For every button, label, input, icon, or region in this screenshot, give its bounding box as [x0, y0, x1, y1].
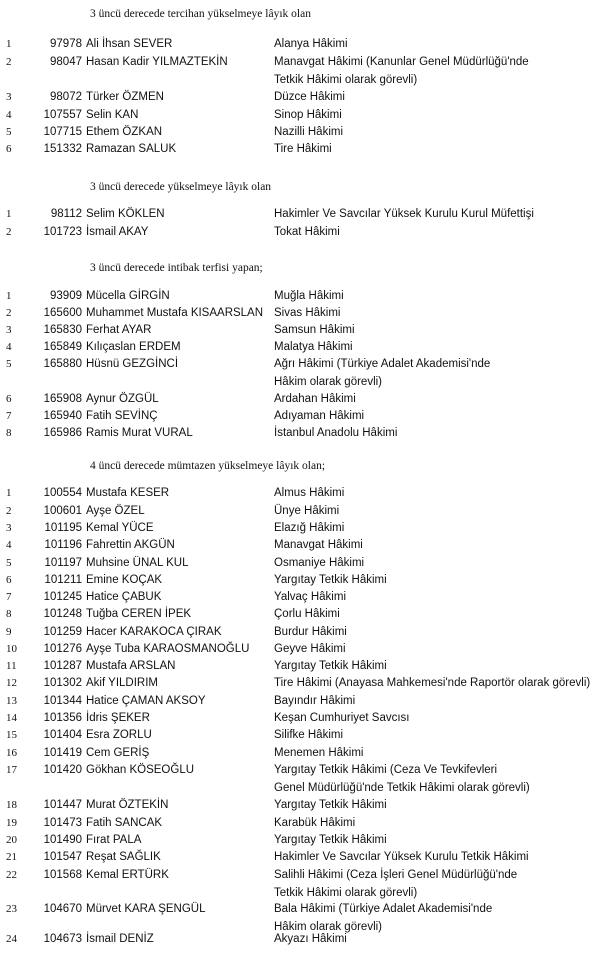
- position-line: Yargıtay Tetkik Hâkimi: [274, 574, 387, 586]
- section-heading: 3 üncü derecede yükselmeye lâyık olan: [90, 181, 272, 193]
- position-line: Tetkik Hâkimi olarak görevli): [274, 73, 418, 86]
- position-title: [274, 849, 600, 867]
- row-number: 2: [6, 505, 12, 517]
- row-number: 19: [6, 817, 17, 829]
- person-name: Selim KÖKLEN: [86, 208, 165, 220]
- registry-number: 165849: [43, 341, 82, 353]
- position-line: Tokat Hâkimi: [274, 226, 340, 238]
- row-number: 3: [6, 91, 12, 103]
- position-line: Hâkim olarak görevli): [274, 375, 383, 388]
- position-line: Hâkim olarak görevli): [274, 920, 383, 933]
- position-line: Sivas Hâkimi: [274, 307, 341, 319]
- position-line: Menemen Hâkimi: [274, 747, 364, 759]
- position-title: [274, 141, 600, 159]
- registry-number: 165986: [43, 427, 82, 439]
- position-title: [274, 107, 600, 125]
- person-name: Akif YILDIRIM: [86, 677, 158, 689]
- position-line: Hakimler Ve Savcılar Yüksek Kurulu Kurul Müfettişi: [274, 208, 534, 220]
- person-name: Fatih SANCAK: [86, 817, 163, 829]
- person-name: Hasan Kadir YILMAZTEKİN: [86, 56, 228, 68]
- person-name: Mücella GİRGİN: [86, 290, 170, 302]
- position-title: [274, 589, 600, 607]
- registry-number: 98112: [50, 208, 82, 220]
- position-line: İstanbul Anadolu Hâkimi: [274, 427, 398, 439]
- registry-number: 101420: [43, 764, 82, 776]
- person-name: Mürvet KARA ŞENGÜL: [86, 903, 206, 915]
- registry-number: 101419: [43, 747, 82, 759]
- registry-number: 98047: [50, 56, 82, 68]
- position-title: [274, 339, 600, 357]
- position-line: Yargıtay Tetkik Hâkimi (Ceza Ve Tevkifevleri: [274, 764, 498, 776]
- position-line: Hakimler Ve Savcılar Yüksek Kurulu Tetkik Hâkimi: [274, 851, 529, 863]
- row-number: 7: [6, 410, 12, 422]
- person-name: Murat ÖZTEKİN: [86, 799, 169, 811]
- person-name: Fatih SEVİNÇ: [86, 410, 158, 422]
- position-line: Nazilli Hâkimi: [274, 126, 344, 138]
- registry-number: 101197: [44, 557, 82, 569]
- position-line: Elazığ Hâkimi: [274, 522, 345, 534]
- person-name: Ayşe Tuba KARAOSMANOĞLU: [86, 643, 250, 655]
- registry-number: 101568: [43, 869, 82, 881]
- position-title: [274, 391, 600, 409]
- person-name: Ramis Murat VURAL: [86, 427, 193, 439]
- position-line: Ünye Hâkimi: [274, 505, 340, 517]
- position-line: Burdur Hâkimi: [274, 626, 347, 638]
- registry-number: 101473: [43, 817, 82, 829]
- position-title: [274, 832, 600, 850]
- row-number: 8: [6, 608, 12, 620]
- registry-number: 151332: [43, 143, 82, 155]
- registry-number: 101344: [43, 695, 82, 707]
- row-number: 16: [6, 747, 17, 759]
- registry-number: 101356: [43, 712, 82, 724]
- position-line: Çorlu Hâkimi: [274, 608, 340, 620]
- position-title: [274, 931, 600, 949]
- row-number: 1: [6, 38, 12, 50]
- position-line: Muğla Hâkimi: [274, 290, 344, 302]
- position-title: [274, 710, 600, 728]
- row-number: 1: [6, 290, 12, 302]
- row-number: 9: [6, 626, 12, 638]
- position-line: Ardahan Hâkimi: [274, 393, 356, 405]
- position-line: Sinop Hâkimi: [274, 109, 342, 121]
- position-title: [274, 124, 600, 142]
- person-name: Hüsnü GEZGİNCİ: [86, 358, 179, 370]
- registry-number: 101287: [43, 660, 82, 672]
- position-title: [274, 867, 600, 902]
- person-name: Selin KAN: [86, 109, 139, 121]
- position-line: Tire Hâkimi (Anayasa Mahkemesi'nde Raportör olarak görevli): [274, 677, 591, 689]
- position-title: [274, 537, 600, 555]
- registry-number: 101723: [43, 226, 82, 238]
- position-title: [274, 658, 600, 676]
- registry-number: 101547: [43, 851, 82, 863]
- registry-number: 100601: [43, 505, 82, 517]
- registry-number: 165600: [43, 307, 82, 319]
- position-title: [274, 745, 600, 763]
- row-number: 17: [6, 764, 17, 776]
- position-title: [274, 89, 600, 107]
- person-name: Esra ZORLU: [86, 729, 152, 741]
- row-number: 4: [6, 341, 12, 353]
- position-line: Tetkik Hâkimi olarak görevli): [274, 886, 418, 899]
- row-number: 23: [6, 903, 17, 915]
- position-line: Osmaniye Hâkimi: [274, 557, 365, 569]
- position-line: Manavgat Hâkimi (Kanunlar Genel Müdürlüğü'nde: [274, 56, 529, 68]
- position-title: [274, 356, 600, 391]
- person-name: Ethem ÖZKAN: [86, 126, 163, 138]
- row-number: 22: [6, 869, 17, 881]
- person-name: Gökhan KÖSEOĞLU: [86, 764, 195, 776]
- person-name: Mustafa KESER: [86, 487, 170, 499]
- person-name: Hacer KARAKOCA ÇIRAK: [86, 626, 222, 638]
- registry-number: 101302: [43, 677, 82, 689]
- registry-number: 98072: [50, 91, 82, 103]
- person-name: Mustafa ARSLAN: [86, 660, 176, 672]
- row-number: 6: [6, 574, 12, 586]
- row-number: 6: [6, 143, 12, 155]
- position-line: Yargıtay Tetkik Hâkimi: [274, 834, 387, 846]
- row-number: 5: [6, 126, 12, 138]
- position-title: [274, 797, 600, 815]
- position-title: [274, 641, 600, 659]
- position-title: [274, 54, 600, 89]
- position-line: Bala Hâkimi (Türkiye Adalet Akademisi'nde: [274, 903, 493, 915]
- registry-number: 101447: [43, 799, 82, 811]
- registry-number: 101245: [43, 591, 82, 603]
- row-number: 12: [6, 677, 17, 689]
- position-line: Akyazı Hâkimi: [274, 933, 347, 945]
- row-number: 18: [6, 799, 17, 811]
- row-number: 4: [6, 109, 12, 121]
- person-name: İsmail AKAY: [86, 226, 149, 238]
- registry-number: 97978: [50, 38, 82, 50]
- position-line: Yargıtay Tetkik Hâkimi: [274, 799, 387, 811]
- registry-number: 165940: [43, 410, 82, 422]
- row-number: 1: [6, 208, 12, 220]
- row-number: 2: [6, 56, 12, 68]
- row-number: 10: [6, 643, 17, 655]
- position-line: Manavgat Hâkimi: [274, 539, 363, 551]
- position-line: Samsun Hâkimi: [274, 324, 355, 336]
- position-line: Adıyaman Hâkimi: [274, 410, 365, 422]
- person-name: Hatice ÇABUK: [86, 591, 162, 603]
- registry-number: 101195: [44, 522, 82, 534]
- row-number: 8: [6, 427, 12, 439]
- position-title: [274, 815, 600, 833]
- person-name: Emine KOÇAK: [86, 574, 163, 586]
- row-number: 5: [6, 358, 12, 370]
- position-line: Almus Hâkimi: [274, 487, 345, 499]
- section-heading: 3 üncü derecede intibak terfisi yapan;: [90, 262, 263, 274]
- person-name: Türker ÖZMEN: [86, 91, 164, 103]
- position-title: [274, 322, 600, 340]
- row-number: 11: [6, 660, 17, 672]
- row-number: 2: [6, 226, 12, 238]
- row-number: 24: [6, 933, 17, 945]
- registry-number: 101490: [43, 834, 82, 846]
- position-line: Genel Müdürlüğü'nde Tetkik Hâkimi olarak görevli): [274, 781, 530, 794]
- position-title: [274, 572, 600, 590]
- registry-number: 165830: [43, 324, 82, 336]
- person-name: Kemal ERTÜRK: [86, 869, 169, 881]
- person-name: İdris ŞEKER: [86, 712, 150, 724]
- position-title: [274, 408, 600, 426]
- position-line: Keşan Cumhuriyet Savcısı: [274, 712, 410, 724]
- row-number: 21: [6, 851, 17, 863]
- position-title: [274, 288, 600, 306]
- position-title: [274, 425, 600, 443]
- person-name: Muhsine ÜNAL KUL: [86, 557, 189, 569]
- registry-number: 101211: [44, 574, 82, 586]
- position-title: [274, 555, 600, 573]
- registry-number: 104673: [43, 933, 82, 945]
- position-line: Yargıtay Tetkik Hâkimi: [274, 660, 387, 672]
- row-number: 7: [6, 591, 12, 603]
- position-line: Geyve Hâkimi: [274, 643, 346, 655]
- person-name: Muhammet Mustafa KISAARSLAN: [86, 307, 264, 319]
- registry-number: 107557: [43, 109, 82, 121]
- row-number: 4: [6, 539, 12, 551]
- row-number: 1: [6, 487, 12, 499]
- position-title: [274, 485, 600, 503]
- person-name: Tuğba CEREN İPEK: [86, 608, 192, 620]
- position-title: [274, 606, 600, 624]
- person-name: Kılıçaslan ERDEM: [86, 341, 181, 353]
- row-number: 5: [6, 557, 12, 569]
- position-line: Yalvaç Hâkimi: [274, 591, 346, 603]
- position-line: Tire Hâkimi: [274, 143, 332, 155]
- registry-number: 101196: [44, 539, 82, 551]
- position-title: [274, 675, 600, 693]
- position-title: [274, 727, 600, 745]
- registry-number: 104670: [43, 903, 82, 915]
- registry-number: 165908: [43, 393, 82, 405]
- section-heading: 3 üncü derecede tercihan yükselmeye lâyık olan: [90, 8, 311, 20]
- row-number: 13: [6, 695, 17, 707]
- position-line: Malatya Hâkimi: [274, 341, 353, 353]
- registry-number: 100554: [43, 487, 82, 499]
- row-number: 2: [6, 307, 12, 319]
- position-title: [274, 305, 600, 323]
- person-name: Ferhat AYAR: [86, 324, 152, 336]
- registry-number: 101276: [43, 643, 82, 655]
- person-name: Cem GERİŞ: [86, 747, 150, 759]
- person-name: Ali İhsan SEVER: [86, 38, 173, 50]
- row-number: 6: [6, 393, 12, 405]
- position-line: Alanya Hâkimi: [274, 38, 348, 50]
- registry-number: 101259: [43, 626, 82, 638]
- position-line: Düzce Hâkimi: [274, 91, 345, 103]
- person-name: Hatice ÇAMAN AKSOY: [86, 695, 206, 707]
- position-title: [274, 206, 600, 224]
- section-heading: 4 üncü derecede mümtazen yükselmeye lâyık olan;: [90, 460, 326, 472]
- registry-number: 101248: [43, 608, 82, 620]
- person-name: Ramazan SALUK: [86, 143, 177, 155]
- row-number: 20: [6, 834, 17, 846]
- registry-number: 101404: [43, 729, 82, 741]
- position-title: [274, 36, 600, 54]
- row-number: 15: [6, 729, 17, 741]
- person-name: Fırat PALA: [86, 834, 142, 846]
- position-line: Bayındır Hâkimi: [274, 695, 356, 707]
- person-name: Ayşe ÖZEL: [86, 505, 145, 517]
- registry-number: 165880: [43, 358, 82, 370]
- registry-number: 107715: [43, 126, 82, 138]
- position-title: [274, 503, 600, 521]
- registry-number: 93909: [50, 290, 82, 302]
- position-title: [274, 624, 600, 642]
- person-name: İsmail DENİZ: [86, 933, 154, 945]
- position-line: Silifke Hâkimi: [274, 729, 344, 741]
- position-title: [274, 762, 600, 797]
- row-number: 14: [6, 712, 17, 724]
- row-number: 3: [6, 522, 12, 534]
- person-name: Reşat SAĞLIK: [86, 851, 161, 863]
- position-line: Karabük Hâkimi: [274, 817, 356, 829]
- position-line: Ağrı Hâkimi (Türkiye Adalet Akademisi'nde: [274, 358, 491, 370]
- person-name: Kemal YÜCE: [86, 522, 154, 534]
- person-name: Fahrettin AKGÜN: [86, 539, 175, 551]
- position-title: [274, 224, 600, 242]
- position-title: [274, 520, 600, 538]
- position-line: Salihli Hâkimi (Ceza İşleri Genel Müdürlüğü'nde: [274, 869, 518, 881]
- position-title: [274, 693, 600, 711]
- row-number: 3: [6, 324, 12, 336]
- person-name: Aynur ÖZGÜL: [86, 393, 159, 405]
